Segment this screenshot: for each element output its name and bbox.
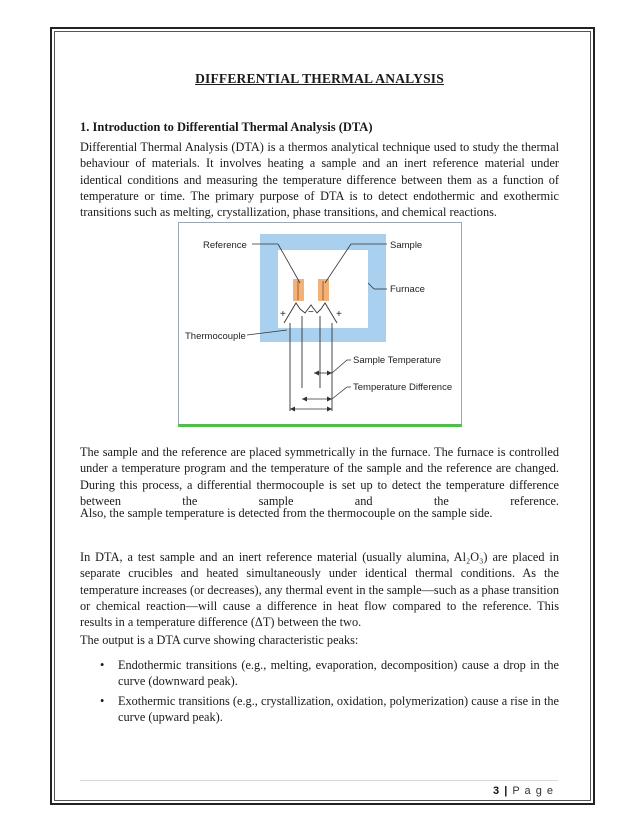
dta-schematic-figure [178, 222, 462, 425]
document-title: DIFFERENTIAL THERMAL ANALYSIS [195, 71, 444, 86]
dta-principle-paragraph: In DTA, a test sample and an inert reference material (usually alumina, Al₂O₃) are placed in separate crucibles and heated simultaneously under identical thermal conditions. As the temperature increases (or decreases), any thermal event in the sample—such as a phase transition or chemical reaction—will cause a difference in heat flow compared to the reference. This results in a temperature difference (ΔT) between the two. [80, 550, 559, 630]
label-furnace: Furnace [390, 284, 425, 295]
label-thermocouple: Thermocouple [185, 331, 246, 342]
bullet-marker: • [100, 658, 105, 672]
page-label: P a g e [512, 785, 554, 797]
page-number: 3 [493, 785, 501, 797]
peak-list [100, 657, 559, 728]
bullet-endothermic: Endothermic transitions (e.g., melting, evaporation, decomposition) cause a drop in the curve (downward peak). [118, 658, 559, 689]
sign-minus: − [308, 307, 314, 318]
list-item [100, 693, 559, 726]
bullet-exothermic: Exothermic transitions (e.g., crystallization, oxidation, polymerization) cause a rise in the curve (upward peak). [118, 693, 559, 724]
sign-plus-right: + [336, 309, 342, 320]
label-sample: Sample [390, 240, 423, 251]
intro-paragraph: Differential Thermal Analysis (DTA) is a thermos analytical technique used to study the thermal behaviour of materials. It involves heating a sample and an inert reference material under identical conditions and measuring the temperature difference between them as a function of temperature or time. The primary purpose of DTA is to detect endothermic and exothermic transitions such as melting, crystallization, phase transitions, and chemical reactions. [80, 140, 559, 220]
footer-separator: | [504, 785, 509, 797]
sign-plus-left: + [280, 309, 286, 320]
footer-divider [80, 780, 558, 781]
figure-accent-line [178, 424, 462, 427]
label-sample-temperature: Sample Temperature [353, 355, 442, 366]
label-reference: Reference [203, 240, 247, 251]
label-temperature-difference: Temperature Difference [353, 382, 453, 393]
bullet-marker: • [100, 693, 105, 708]
page-footer [493, 785, 554, 797]
dta-schematic-svg [179, 223, 463, 426]
list-item [100, 657, 559, 690]
furnace-paragraph: The sample and the reference are placed symmetrically in the furnace. The furnace is controlled under a temperature program and the temperature of the sample and the reference are changed. During this process, a differential thermocouple is set up to detect the temperature difference between the sample and the reference. [80, 445, 559, 508]
output-paragraph: The output is a DTA curve showing characteristic peaks: [80, 633, 359, 647]
sample-temperature-paragraph: Also, the sample temperature is detected from the thermocouple on the sample side. [80, 506, 493, 520]
section-heading: 1. Introduction to Differential Thermal Analysis (DTA) [80, 120, 373, 134]
